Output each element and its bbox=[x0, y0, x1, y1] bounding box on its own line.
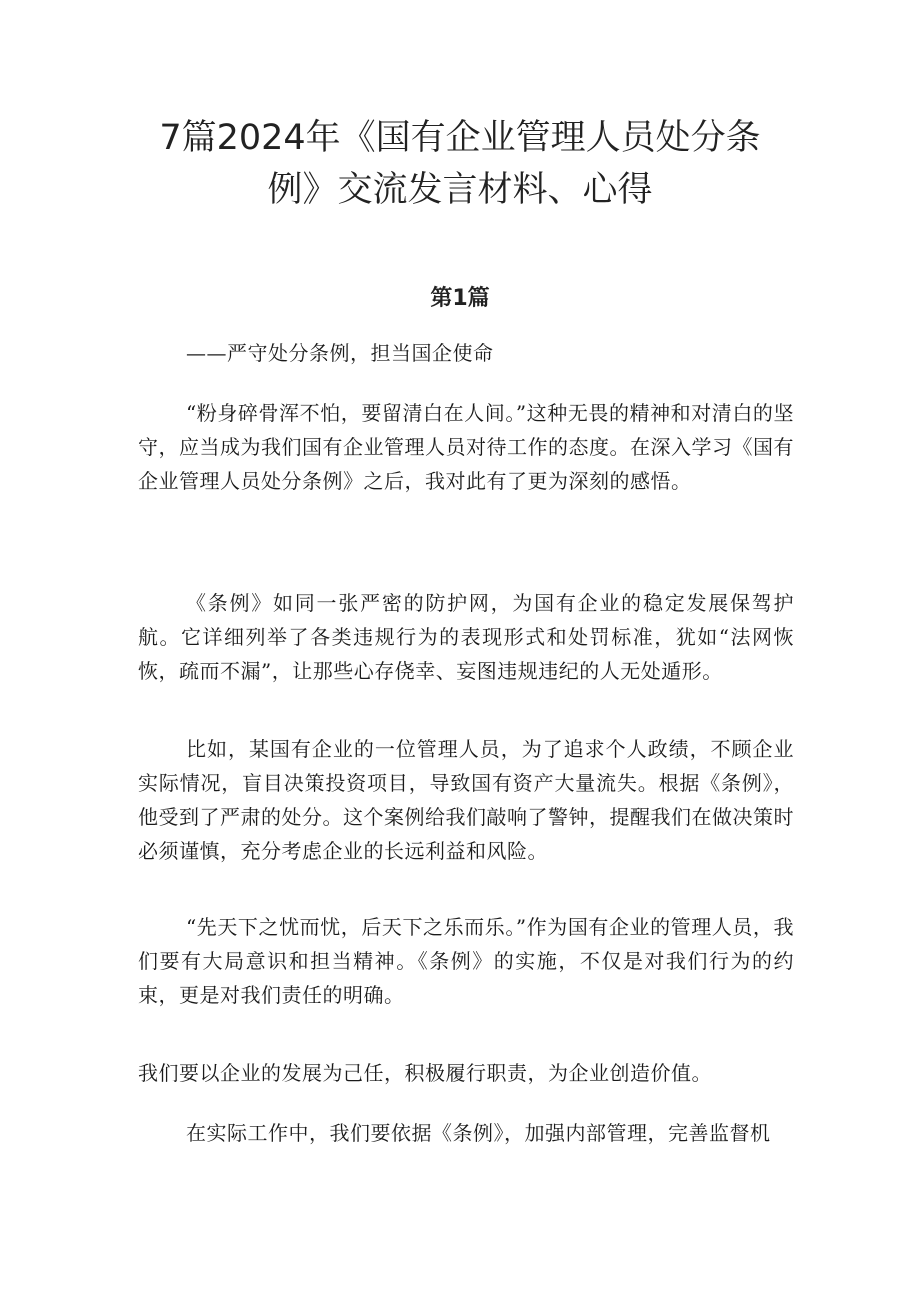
paragraph-1: “粉身碎骨浑不怕，要留清白在人间。”这种无畏的精神和对清白的坚守，应当成为我们国有企业管理人员对待工作的态度。在深入学习《国有企业管理人员处分条例》之后，我对此有了更为深刻的感悟。 bbox=[138, 401, 794, 493]
document-title bbox=[120, 112, 800, 216]
paragraph-6: 在实际工作中，我们要依据《条例》，加强内部管理，完善监督机 bbox=[186, 1121, 771, 1145]
section-subtitle: ——严守处分条例，担当国企使命 bbox=[186, 341, 494, 365]
paragraph-2: 《条例》如同一张严密的防护网，为国有企业的稳定发展保驾护航。它详细列举了各类违规行为的表现形式和处罚标准，犹如“法网恢恢，疏而不漏”，让那些心存侥幸、妄图违规违纪的人无处遁形。 bbox=[138, 591, 794, 683]
paragraph-3: 比如，某国有企业的一位管理人员，为了追求个人政绩，不顾企业实际情况，盲目决策投资项目，导致国有资产大量流失。根据《条例》，他受到了严肃的处分。这个案例给我们敲响了警钟，提醒我们在做决策时必须谨慎，充分考虑企业的长远利益和风险。 bbox=[138, 737, 794, 863]
section-heading: 第1篇 bbox=[430, 286, 490, 311]
paragraph-5: 我们要以企业的发展为己任，积极履行职责，为企业创造价值。 bbox=[138, 1061, 712, 1085]
document-title-line-1: 7篇2024年《国有企业管理人员处分条 bbox=[159, 118, 761, 158]
document-title-line-2: 例》交流发言材料、心得 bbox=[267, 170, 653, 210]
paragraph-4: “先天下之忧而忧，后天下之乐而乐。”作为国有企业的管理人员，我们要有大局意识和担当精神。《条例》的实施，不仅是对我们行为的约束，更是对我们责任的明确。 bbox=[138, 915, 794, 1007]
